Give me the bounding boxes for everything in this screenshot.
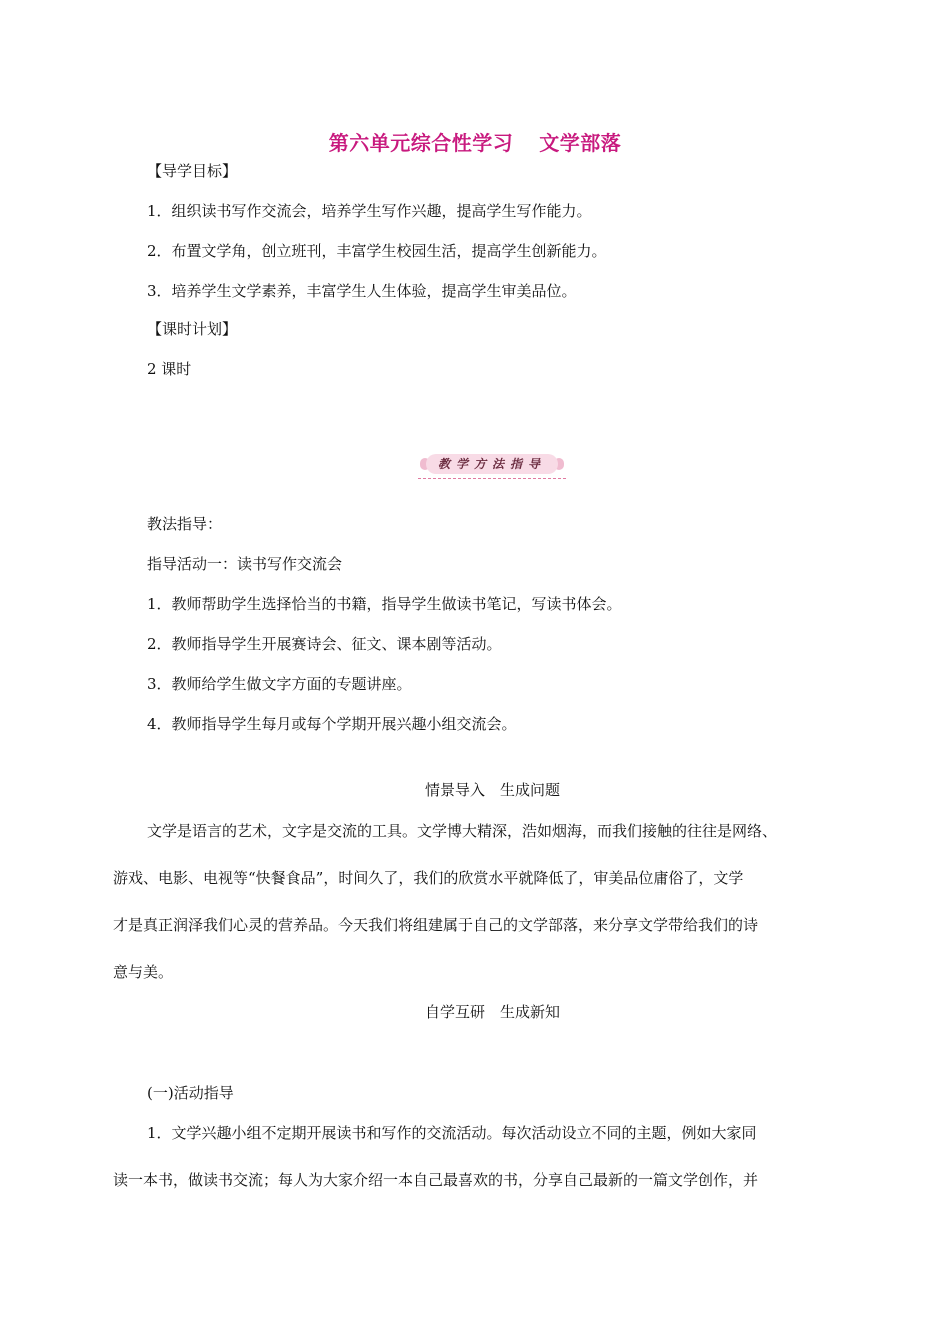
plan-heading: 【课时计划】: [147, 320, 238, 338]
method-heading: 教法指导：: [147, 515, 223, 533]
self-study-heading: 自学互研 生成新知: [424, 1003, 560, 1021]
activity-title: 指导活动一：读书写作交流会: [147, 555, 343, 573]
self-study-paragraph-line: 读一本书，做读书交流；每人为大家介绍一本自己最喜欢的书，分享自己最新的一篇文学创作，并: [113, 1171, 759, 1189]
intro-paragraph-line: 文学是语言的艺术，文字是交流的工具。文学博大精深，浩如烟海，而我们接触的往往是网络、: [147, 822, 778, 840]
teaching-method-banner: [418, 452, 566, 482]
banner-dashed-rule: [418, 478, 566, 479]
page-title-main: 第六单元综合性学习: [328, 131, 514, 155]
intro-paragraph-line: 意与美。: [113, 963, 174, 981]
plan-value: 2 课时: [147, 360, 192, 378]
self-study-paragraph-line: 1．文学兴趣小组不定期开展读书和写作的交流活动。每次活动设立不同的主题，例如大家同: [147, 1124, 757, 1142]
page-title: [0, 127, 950, 156]
banner-label: 教学方法指导: [426, 454, 558, 474]
method-item: 1．教师帮助学生选择恰当的书籍，指导学生做读书笔记，写读书体会。: [147, 595, 622, 613]
method-item: 3．教师给学生做文字方面的专题讲座。: [147, 675, 412, 693]
intro-heading: 情景导入 生成问题: [424, 781, 560, 799]
goals-heading: 【导学目标】: [147, 162, 238, 180]
goal-item: 3．培养学生文学素养，丰富学生人生体验，提高学生审美品位。: [147, 282, 577, 300]
method-item: 2．教师指导学生开展赛诗会、征文、课本剧等活动。: [147, 635, 502, 653]
intro-paragraph-line: 游戏、电影、电视等“快餐食品”，时间久了，我们的欣赏水平就降低了，审美品位庸俗了，文学: [113, 869, 744, 887]
method-item: 4．教师指导学生每月或每个学期开展兴趣小组交流会。: [147, 715, 517, 733]
page-title-sub: 文学部落: [539, 131, 622, 155]
intro-paragraph-line: 才是真正润泽我们心灵的营养品。今天我们将组建属于自己的文学部落，来分享文学带给我们的诗: [113, 916, 759, 934]
goal-item: 2．布置文学角，创立班刊，丰富学生校园生活，提高学生创新能力。: [147, 242, 607, 260]
goal-item: 1．组织读书写作交流会，培养学生写作兴趣，提高学生写作能力。: [147, 202, 592, 220]
activity-guide-subheading: (一)活动指导: [147, 1084, 234, 1102]
